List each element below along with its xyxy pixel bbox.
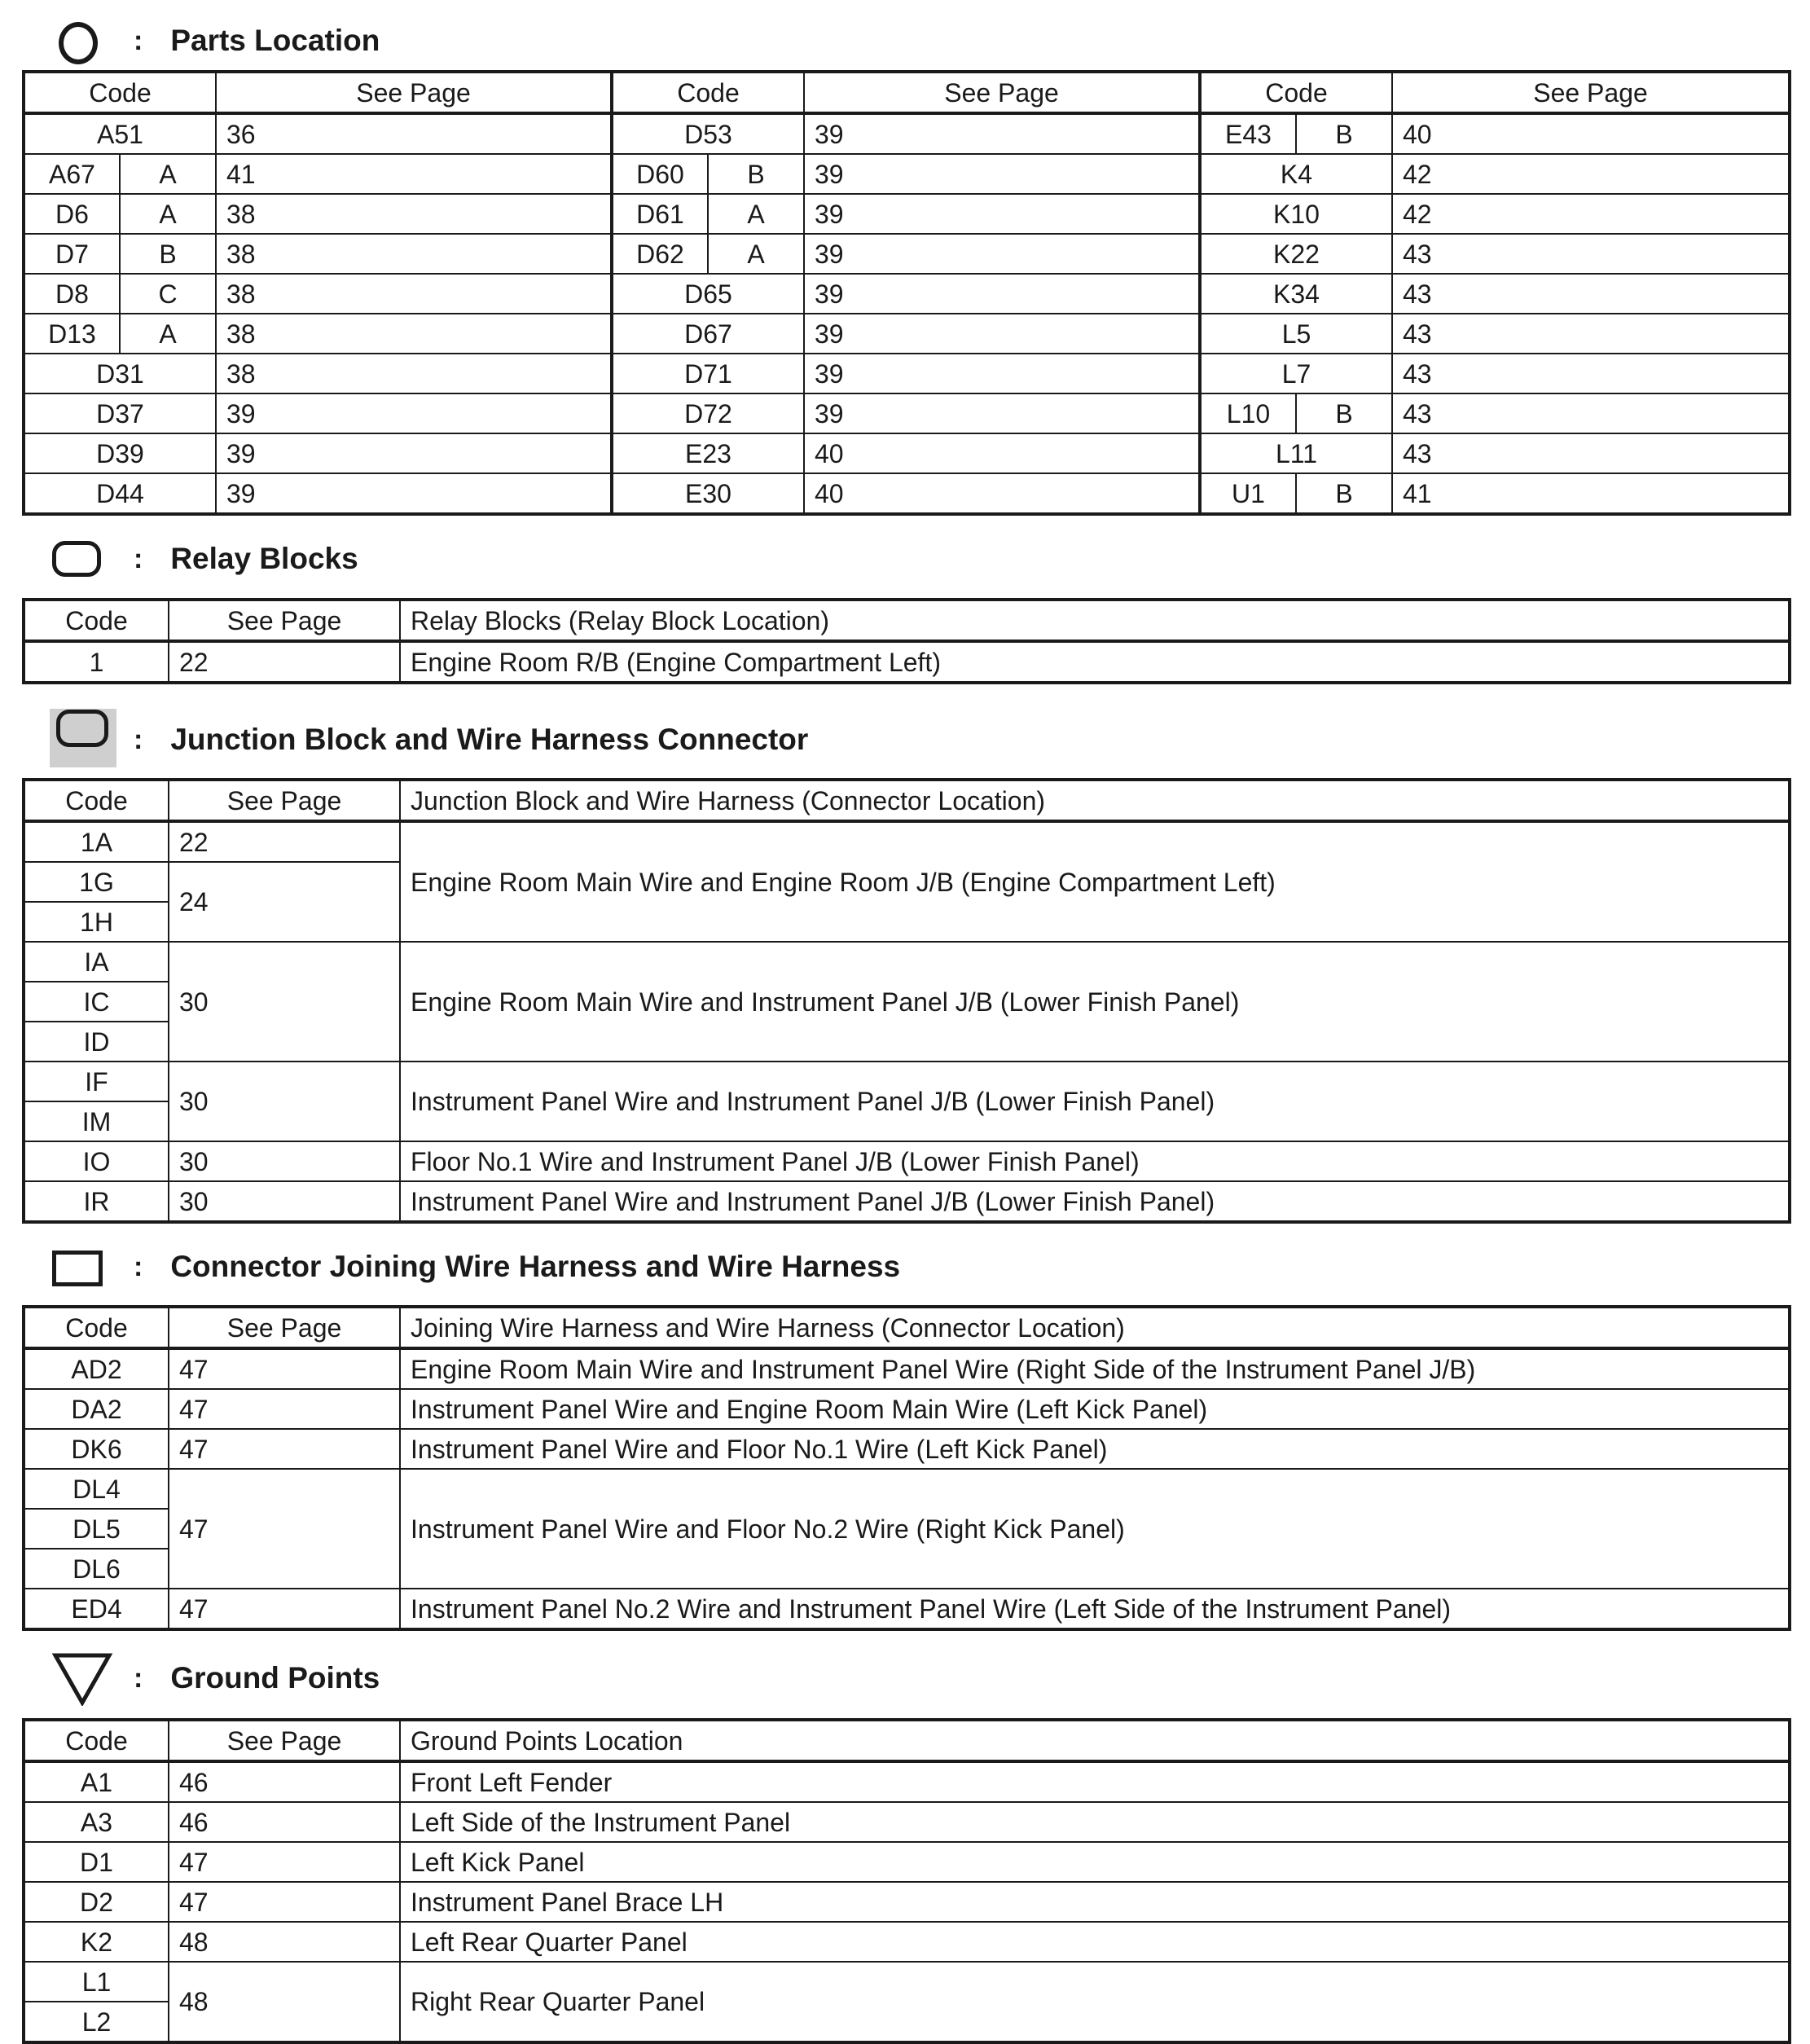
connector-joining-table bbox=[22, 1305, 1791, 1631]
table-row bbox=[24, 1469, 1790, 1509]
part-code: K10 bbox=[1200, 194, 1392, 234]
location-cell: Floor No.1 Wire and Instrument Panel J/B (Lower Finish Panel) bbox=[400, 1141, 1790, 1181]
part-code: L7 bbox=[1200, 354, 1392, 393]
part-see-page: 38 bbox=[216, 234, 612, 274]
column-header-see-page: See Page bbox=[169, 780, 400, 821]
table-row bbox=[24, 354, 1790, 393]
part-code: E30 bbox=[612, 473, 804, 514]
part-see-page: 39 bbox=[216, 433, 612, 473]
part-see-page: 42 bbox=[1392, 154, 1790, 194]
part-code: L10 bbox=[1200, 393, 1296, 433]
table-row bbox=[24, 473, 1790, 514]
location-cell: Left Rear Quarter Panel bbox=[400, 1922, 1790, 1962]
part-code: E23 bbox=[612, 433, 804, 473]
location-cell: Instrument Panel No.2 Wire and Instrument Panel Wire (Left Side of the Instrument Panel) bbox=[400, 1589, 1790, 1629]
part-see-page: 39 bbox=[216, 473, 612, 514]
table-row bbox=[24, 1062, 1790, 1101]
column-header-code: Code bbox=[24, 780, 169, 821]
see-page-cell: 47 bbox=[169, 1469, 400, 1589]
column-header-see-page: See Page bbox=[1392, 72, 1790, 113]
part-see-page: 39 bbox=[804, 154, 1200, 194]
table-header-row bbox=[24, 1720, 1790, 1761]
part-code: A51 bbox=[24, 113, 216, 154]
code-cell: A1 bbox=[24, 1761, 169, 1802]
table-row bbox=[24, 433, 1790, 473]
parts-location-title: Parts Location bbox=[170, 24, 380, 57]
ground-points-title: Ground Points bbox=[170, 1661, 380, 1695]
part-code: D13 bbox=[24, 314, 120, 354]
see-page-cell: 30 bbox=[169, 1062, 400, 1141]
code-cell: DL4 bbox=[24, 1469, 169, 1509]
part-see-page: 38 bbox=[216, 314, 612, 354]
parts-location-heading: : Parts Location bbox=[51, 16, 380, 65]
part-see-page: 41 bbox=[1392, 473, 1790, 514]
inverted-triangle-icon bbox=[51, 1654, 116, 1703]
part-sub-code: B bbox=[1296, 113, 1392, 154]
code-cell: IF bbox=[24, 1062, 169, 1101]
location-cell: Instrument Panel Wire and Engine Room Main Wire (Left Kick Panel) bbox=[400, 1389, 1790, 1429]
see-page-cell: 22 bbox=[169, 821, 400, 862]
code-cell: D1 bbox=[24, 1842, 169, 1882]
see-page-cell: 22 bbox=[169, 641, 400, 683]
part-code: D8 bbox=[24, 274, 120, 314]
location-cell: Engine Room Main Wire and Instrument Panel Wire (Right Side of the Instrument Panel J/B) bbox=[400, 1348, 1790, 1389]
part-see-page: 39 bbox=[804, 194, 1200, 234]
column-header-code: Code bbox=[24, 1720, 169, 1761]
location-cell: Left Kick Panel bbox=[400, 1842, 1790, 1882]
code-cell: IR bbox=[24, 1181, 169, 1222]
part-code: D67 bbox=[612, 314, 804, 354]
table-row bbox=[24, 1761, 1790, 1802]
table-row bbox=[24, 1141, 1790, 1181]
part-code: D60 bbox=[612, 154, 708, 194]
column-header-see-page: See Page bbox=[216, 72, 612, 113]
part-see-page: 42 bbox=[1392, 194, 1790, 234]
part-see-page: 40 bbox=[804, 473, 1200, 514]
see-page-cell: 47 bbox=[169, 1882, 400, 1922]
see-page-cell: 30 bbox=[169, 1181, 400, 1222]
part-sub-code: A bbox=[708, 234, 804, 274]
rounded-rectangle-icon bbox=[51, 534, 116, 583]
part-code: D31 bbox=[24, 354, 216, 393]
table-header-row bbox=[24, 600, 1790, 641]
part-code: D62 bbox=[612, 234, 708, 274]
part-see-page: 43 bbox=[1392, 393, 1790, 433]
connector-joining-title: Connector Joining Wire Harness and Wire Harness bbox=[170, 1250, 901, 1283]
table-row bbox=[24, 1389, 1790, 1429]
part-code: D72 bbox=[612, 393, 804, 433]
see-page-cell: 46 bbox=[169, 1802, 400, 1842]
part-code: U1 bbox=[1200, 473, 1296, 514]
table-row bbox=[24, 1802, 1790, 1842]
code-cell: A3 bbox=[24, 1802, 169, 1842]
table-header-row bbox=[24, 72, 1790, 113]
part-see-page: 43 bbox=[1392, 274, 1790, 314]
part-see-page: 38 bbox=[216, 354, 612, 393]
table-row bbox=[24, 1348, 1790, 1389]
table-row bbox=[24, 1842, 1790, 1882]
code-cell: IC bbox=[24, 982, 169, 1022]
column-header-location: Junction Block and Wire Harness (Connector Location) bbox=[400, 780, 1790, 821]
junction-block-heading: : Junction Block and Wire Harness Connector bbox=[51, 715, 808, 764]
part-code: D7 bbox=[24, 234, 120, 274]
part-sub-code: A bbox=[120, 314, 216, 354]
part-code: D39 bbox=[24, 433, 216, 473]
relay-blocks-table bbox=[22, 598, 1791, 684]
table-header-row bbox=[24, 780, 1790, 821]
part-code: D65 bbox=[612, 274, 804, 314]
code-cell: ED4 bbox=[24, 1589, 169, 1629]
part-see-page: 39 bbox=[804, 314, 1200, 354]
junction-block-table bbox=[22, 778, 1791, 1224]
location-cell: Instrument Panel Wire and Instrument Panel J/B (Lower Finish Panel) bbox=[400, 1062, 1790, 1141]
part-see-page: 39 bbox=[804, 354, 1200, 393]
code-cell: 1A bbox=[24, 821, 169, 862]
part-sub-code: A bbox=[708, 194, 804, 234]
part-see-page: 39 bbox=[804, 113, 1200, 154]
table-row bbox=[24, 1589, 1790, 1629]
location-cell: Instrument Panel Wire and Floor No.1 Wire (Left Kick Panel) bbox=[400, 1429, 1790, 1469]
table-row bbox=[24, 1882, 1790, 1922]
part-code: D71 bbox=[612, 354, 804, 393]
table-row bbox=[24, 1922, 1790, 1962]
code-cell: 1 bbox=[24, 641, 169, 683]
code-cell: D2 bbox=[24, 1882, 169, 1922]
location-cell: Instrument Panel Brace LH bbox=[400, 1882, 1790, 1922]
shaded-rounded-rectangle-icon bbox=[51, 715, 116, 764]
see-page-cell: 46 bbox=[169, 1761, 400, 1802]
connector-joining-heading: : Connector Joining Wire Harness and Wire Harness bbox=[51, 1242, 900, 1291]
part-see-page: 41 bbox=[216, 154, 612, 194]
column-header-location: Ground Points Location bbox=[400, 1720, 1790, 1761]
location-cell: Right Rear Quarter Panel bbox=[400, 1962, 1790, 2042]
column-header-see-page: See Page bbox=[169, 1720, 400, 1761]
part-see-page: 43 bbox=[1392, 433, 1790, 473]
table-header-row bbox=[24, 1307, 1790, 1348]
column-header-location: Joining Wire Harness and Wire Harness (Connector Location) bbox=[400, 1307, 1790, 1348]
see-page-cell: 47 bbox=[169, 1348, 400, 1389]
code-cell: ID bbox=[24, 1022, 169, 1062]
column-header-code: Code bbox=[612, 72, 804, 113]
part-see-page: 38 bbox=[216, 194, 612, 234]
see-page-cell: 30 bbox=[169, 942, 400, 1062]
part-code: K22 bbox=[1200, 234, 1392, 274]
table-row bbox=[24, 194, 1790, 234]
table-row bbox=[24, 641, 1790, 683]
part-sub-code: B bbox=[1296, 393, 1392, 433]
part-sub-code: C bbox=[120, 274, 216, 314]
table-row bbox=[24, 1962, 1790, 2002]
column-header-location: Relay Blocks (Relay Block Location) bbox=[400, 600, 1790, 641]
see-page-cell: 24 bbox=[169, 862, 400, 942]
part-code: A67 bbox=[24, 154, 120, 194]
part-see-page: 36 bbox=[216, 113, 612, 154]
see-page-cell: 47 bbox=[169, 1589, 400, 1629]
code-cell: K2 bbox=[24, 1922, 169, 1962]
column-header-code: Code bbox=[24, 600, 169, 641]
ground-points-heading: : Ground Points bbox=[51, 1654, 380, 1703]
part-see-page: 39 bbox=[216, 393, 612, 433]
part-code: D61 bbox=[612, 194, 708, 234]
part-see-page: 40 bbox=[1392, 113, 1790, 154]
part-see-page: 43 bbox=[1392, 354, 1790, 393]
see-page-cell: 47 bbox=[169, 1389, 400, 1429]
code-cell: 1G bbox=[24, 862, 169, 902]
relay-blocks-title: Relay Blocks bbox=[170, 542, 358, 575]
part-see-page: 39 bbox=[804, 393, 1200, 433]
location-cell: Instrument Panel Wire and Floor No.2 Wire (Right Kick Panel) bbox=[400, 1469, 1790, 1589]
part-code: L11 bbox=[1200, 433, 1392, 473]
code-cell: DK6 bbox=[24, 1429, 169, 1469]
table-row bbox=[24, 1181, 1790, 1222]
table-row bbox=[24, 942, 1790, 982]
column-header-see-page: See Page bbox=[804, 72, 1200, 113]
table-row bbox=[24, 393, 1790, 433]
part-code: L5 bbox=[1200, 314, 1392, 354]
part-see-page: 43 bbox=[1392, 314, 1790, 354]
part-see-page: 38 bbox=[216, 274, 612, 314]
part-see-page: 40 bbox=[804, 433, 1200, 473]
part-see-page: 39 bbox=[804, 274, 1200, 314]
location-cell: Left Side of the Instrument Panel bbox=[400, 1802, 1790, 1842]
table-row bbox=[24, 1429, 1790, 1469]
see-page-cell: 48 bbox=[169, 1922, 400, 1962]
table-row bbox=[24, 154, 1790, 194]
code-cell: AD2 bbox=[24, 1348, 169, 1389]
square-outline-icon bbox=[51, 1242, 116, 1291]
part-code: D44 bbox=[24, 473, 216, 514]
location-cell: Front Left Fender bbox=[400, 1761, 1790, 1802]
location-cell: Instrument Panel Wire and Instrument Panel J/B (Lower Finish Panel) bbox=[400, 1181, 1790, 1222]
see-page-cell: 47 bbox=[169, 1842, 400, 1882]
part-sub-code: A bbox=[120, 194, 216, 234]
column-header-code: Code bbox=[24, 1307, 169, 1348]
part-code: K34 bbox=[1200, 274, 1392, 314]
code-cell: L2 bbox=[24, 2002, 169, 2042]
code-cell: IO bbox=[24, 1141, 169, 1181]
see-page-cell: 30 bbox=[169, 1141, 400, 1181]
code-cell: IA bbox=[24, 942, 169, 982]
location-cell: Engine Room Main Wire and Engine Room J/B (Engine Compartment Left) bbox=[400, 821, 1790, 942]
part-sub-code: B bbox=[120, 234, 216, 274]
code-cell: DA2 bbox=[24, 1389, 169, 1429]
table-row bbox=[24, 113, 1790, 154]
column-header-code: Code bbox=[24, 72, 216, 113]
part-code: D6 bbox=[24, 194, 120, 234]
table-row bbox=[24, 274, 1790, 314]
column-header-see-page: See Page bbox=[169, 600, 400, 641]
code-cell: L1 bbox=[24, 1962, 169, 2002]
see-page-cell: 48 bbox=[169, 1962, 400, 2042]
part-code: D53 bbox=[612, 113, 804, 154]
junction-block-title: Junction Block and Wire Harness Connector bbox=[170, 723, 809, 756]
part-code: D37 bbox=[24, 393, 216, 433]
code-cell: DL6 bbox=[24, 1549, 169, 1589]
table-row bbox=[24, 821, 1790, 862]
location-cell: Engine Room R/B (Engine Compartment Left) bbox=[400, 641, 1790, 683]
see-page-cell: 47 bbox=[169, 1429, 400, 1469]
part-sub-code: B bbox=[708, 154, 804, 194]
relay-blocks-heading: : Relay Blocks bbox=[51, 534, 358, 583]
code-cell: 1H bbox=[24, 902, 169, 942]
location-cell: Engine Room Main Wire and Instrument Panel J/B (Lower Finish Panel) bbox=[400, 942, 1790, 1062]
table-row bbox=[24, 234, 1790, 274]
part-code: E43 bbox=[1200, 113, 1296, 154]
code-cell: DL5 bbox=[24, 1509, 169, 1549]
part-see-page: 39 bbox=[804, 234, 1200, 274]
table-row bbox=[24, 314, 1790, 354]
code-cell: IM bbox=[24, 1101, 169, 1141]
part-see-page: 43 bbox=[1392, 234, 1790, 274]
column-header-code: Code bbox=[1200, 72, 1392, 113]
circle-outline-icon bbox=[51, 16, 116, 65]
part-code: K4 bbox=[1200, 154, 1392, 194]
part-sub-code: B bbox=[1296, 473, 1392, 514]
part-sub-code: A bbox=[120, 154, 216, 194]
column-header-see-page: See Page bbox=[169, 1307, 400, 1348]
parts-location-table bbox=[22, 70, 1791, 516]
ground-points-table bbox=[22, 1718, 1791, 2044]
